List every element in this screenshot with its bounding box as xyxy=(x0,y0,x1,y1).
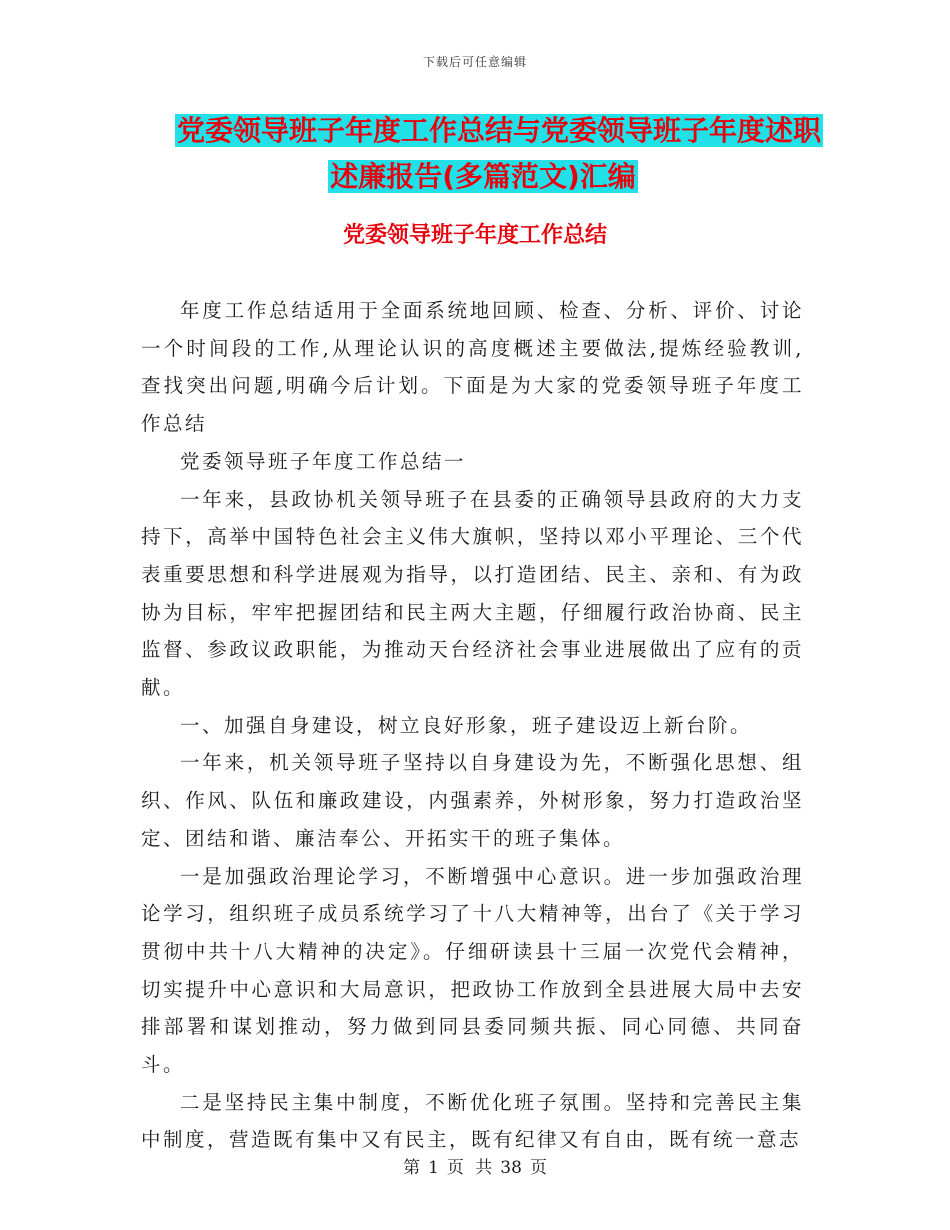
paragraph-theory-study: 一是加强政治理论学习，不断增强中心意识。进一步加强政治理论学习，组织班子成员系统学习了十八大精神等，出台了《关于学习贯彻中共十八大精神的决定》。仔细研读县十三届一次党代会精神，切实提升中心意识和大局意识，把政协工作放到全县进展大局中去安排部署和谋划推动，努力做到同县委同频共振、同心同德、共同奋斗。 xyxy=(141,864,804,1077)
document-title xyxy=(0,108,950,200)
document-title-line-1 xyxy=(0,108,950,154)
paragraph-subheading: 党委领导班子年度工作总结一 xyxy=(180,449,467,473)
document-body xyxy=(141,292,804,1159)
paragraph-self-building: 一年来，机关领导班子坚持以自身建设为先，不断强化思想、组织、作风、队伍和廉政建设，内强素养，外树形象，努力打造政治坚定、团结和谐、廉洁奉公、开拓实干的班子集体。 xyxy=(141,751,804,850)
title-highlight-1: 党委领导班子年度工作总结与党委领导班子年度述职 xyxy=(176,114,821,147)
footer-prefix: 第 xyxy=(403,1158,421,1178)
paragraph-overview: 一年来，县政协机关领导班子在县委的正确领导县政府的大力支持下，高举中国特色社会主义伟大旗帜，坚持以邓小平理论、三个代表重要思想和科学进展观为指导，以打造团结、民主、亲和、有为政协为目标，牢牢把握团结和民主两大主题，仔细履行政治协商、民主监督、参政议政职能，为推动天台经济社会事业进展做出了应有的贡献。 xyxy=(141,487,804,700)
page-header-note: 下载后可任意编辑 xyxy=(422,55,527,69)
footer-middle: 页 共 xyxy=(446,1158,493,1178)
footer-suffix: 页 xyxy=(529,1158,547,1178)
section-title: 党委领导班子年度工作总结 xyxy=(342,223,607,248)
document-title-line-2 xyxy=(0,154,950,200)
title-highlight-2: 述廉报告(多篇范文)汇编 xyxy=(330,160,636,193)
page-number: 1 xyxy=(428,1158,439,1178)
page-footer xyxy=(0,1153,950,1178)
total-pages: 38 xyxy=(500,1158,522,1178)
paragraph-democratic-centralism: 二是坚持民主集中制度，不断优化班子氛围。坚持和完善民主集中制度，营造既有集中又有民主，既有纪律又有自由，既有统一意志 xyxy=(141,1090,804,1152)
paragraph-intro: 年度工作总结适用于全面系统地回顾、检查、分析、评价、讨论一个时间段的工作,从理论认识的高度概述主要做法,提炼经验教训,查找突出问题,明确今后计划。下面是为大家的党委领导班子年度工作总结 xyxy=(141,299,804,436)
paragraph-heading-1: 一、加强自身建设，树立良好形象，班子建设迈上新台阶。 xyxy=(180,713,753,737)
